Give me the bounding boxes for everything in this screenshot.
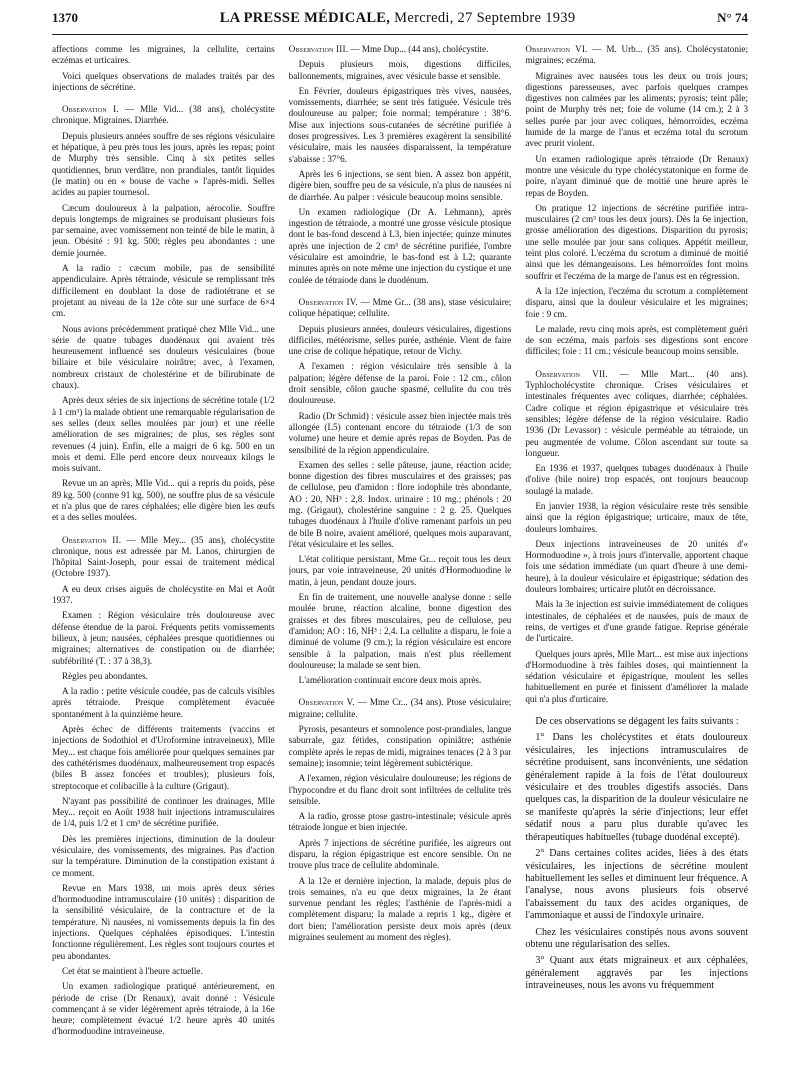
paragraph — [52, 966, 275, 977]
paragraph — [52, 324, 275, 392]
paragraph — [52, 610, 275, 666]
paragraph — [525, 203, 748, 282]
paragraph — [525, 154, 748, 199]
paragraph — [52, 671, 275, 682]
page-number: 1370 — [52, 10, 78, 25]
paragraph-text: Depuis plusieurs années souffre de ses régions vésiculaire et hépatique, à peu près tous les jours, après les repas; point de Murphy très sensible. Cinq à six petites selles quotidiennes, brun verdâtre, non prandiales, tantôt liquides (le matin) ou en « bouse de vache » l'après-midi. Selles acides au papier tournesol. — [52, 130, 275, 198]
text-columns — [52, 44, 748, 1078]
paragraph-text: A la radio, grosse ptose gastro-intestinale; vésicule après tétraiode longue et bien injectée. — [288, 811, 512, 833]
column-2 — [289, 44, 512, 1078]
observation-label: Observation VII. — [535, 368, 608, 379]
paragraph-text: Un examen radiologique après tétraiode (Dr Renaux) montre une vésicule du type cholécystatonique en forme de poire, n'ayant diminué que de moitié une heure après le repas de Boyden. — [525, 153, 749, 198]
paragraph — [52, 71, 275, 94]
paragraph — [525, 848, 748, 922]
paragraph — [525, 599, 748, 644]
paragraph-text: Radio (Dr Schmid) : vésicule assez bien injectée mais très allongée (L5) contenant encore du tétraiode (1/3 de son volume) une heure et demie après repas de Boyden. Pas de sensibilité de la région appendiculaire. — [288, 410, 512, 455]
paragraph-text: 3° Quant aux états migraineux et aux céphalées, généralement aggravés par les injections intraveineuses, nous les avons vu fréquemment — [525, 955, 749, 992]
column-3 — [525, 44, 748, 1078]
paragraph-text: Chez les vésiculaires constipés nous avons souvent obtenu une régularisation des selles. — [525, 926, 749, 950]
paragraph — [52, 478, 275, 523]
observation-heading — [525, 44, 748, 67]
paragraph-text: Mais la 3e injection est suivie immédiatement de coliques intestinales, de céphalées et de nausées, puis de maux de reins, de vertiges et d'une grande fatigue. Reprise générale de l'urticaire. — [525, 599, 749, 644]
paragraph-text: L'état colitique persistant, Mme Gr... reçoit tous les deux jours, par voie intraveineuse, 20 unités d'Hormoduodine le matin, à jeun, pendant douze jours. — [288, 554, 512, 587]
issue-number: N° 74 — [717, 10, 748, 25]
paragraph — [525, 716, 748, 728]
paragraph — [525, 463, 748, 497]
paragraph-text: Dès les premières injections, diminution de la douleur vésiculaire, des vomissements, des migraines. Pas d'action sur la température. Diminution de la constipation existant à ce moment. — [52, 833, 275, 878]
paragraph-text: Après 7 injections de sécrétine purifiée, les aigreurs ont disparu, la région épigastrique est encore sensible. On ne trouve plus trace de cellulite abdominale. — [288, 837, 512, 871]
paragraph-text: Un examen radiologique (Dr A. Lehmann), après ingestion de tétraiode, a montré une grosse vésicule ptosique dont le bas-fond descend à L3, bien injectée; quinze minutes après une injection de 2 cm³ de sécrétine purifiée, l'ombre vésiculaire est amoindrie, le bas-fond est à L2; quarante minutes après on note même une injection du cystique et une coulée de tétraiode dans le duodénum. — [288, 206, 512, 285]
paragraph — [52, 724, 275, 792]
paragraph — [525, 955, 748, 992]
paragraph-text: Pyrosis, pesanteurs et somnolence post-prandiales, langue saburrale, gaz fétides, constipation opiniâtre; asthénie complète après le repas de midi, migraines tenaces (2 à 3 par semaine); insomnie; teint légèrement subictérique. — [288, 724, 512, 768]
paragraph — [52, 981, 275, 1037]
paragraph — [525, 649, 748, 705]
paragraph-text: Après deux séries de six injections de sécrétine totale (1/2 à 1 cm³) la malade obtient une remarquable régularisation de ses selles (deux selles moulées par jour) et une réelle amélioration de ses migraines; de plus, ses règles sont revenues (4 juin). Enfin, elle a maigri de 6 kg. 500 en un mois et demi. Elle perd encore deux nouveaux kilogs le mois suivant. — [52, 395, 275, 474]
paragraph-text: Revue un an après, Mlle Vid... qui a repris du poids, pèse 89 kg. 500 (contre 91 kg. 500), ne souffre plus de sa vésicule et n'a plus que de rares céphalées; elle digère bien les œufs et a des selles moulées. — [52, 478, 275, 523]
paragraph-text: — M. Urb... (35 ans). Cholécystatonie; migraines; eczéma. — [525, 44, 749, 66]
paragraph — [52, 131, 275, 199]
paragraph-text: De ces observations se dégagent les faits suivants : — [535, 716, 739, 728]
paragraph-text: Nous avions précédemment pratiqué chez Mlle Vid... une série de quatre tubages duodénaux qui avaient très heureusement influencé ses douleurs vésiculaires (boue biliaire et bile vésiculaire noirâtre; avec, à l'examen, nombreux cristaux de cholestérine et de bilirubinate de chaux). — [52, 323, 275, 391]
paragraph — [525, 539, 748, 595]
paragraph — [52, 584, 275, 607]
paragraph-text: — Mme Gr... (38 ans), stase vésiculaire; colique hépatique; cellulite. — [288, 296, 512, 319]
paragraph — [525, 71, 748, 150]
paragraph-text: — Mlle Vid... (38 ans), cholécystite chronique. Migraines. Diarrhée. — [52, 104, 275, 126]
paragraph-text: En janvier 1938, la région vésiculaire reste très sensible ainsi que la région épigastrique; urticaire, maux de tête, douleurs lombaires. — [525, 500, 749, 534]
paragraph-text: — Mlle Mart... (40 ans). Typhlocholécystite chronique. Crises vésiculaires et intestinales fréquentes avec coliques, diarrhée; céphalées. Cadre colique et région épigastrique et vésiculaire très sensibles; légère défense de la région vésiculaire. Radio 1936 (Dr Levassor) : vésicule perméable au tétraiode, un peu augmentée de volume. Côlon ascendant sur toute sa longueur. — [525, 368, 749, 458]
observation-label: Observation V. — [298, 697, 355, 708]
observation-label: Observation II. — [62, 534, 122, 545]
paragraph — [289, 724, 512, 769]
paragraph-text: A la 12e injection, l'eczéma du scrotum a complètement disparu, ainsi que la douleur vésiculaire et les migraines; foie : 9 cm. — [525, 285, 749, 319]
page-header — [52, 10, 748, 35]
paragraph-text: Voici quelques observations de malades traités par des injections de sécrétine. — [52, 70, 275, 92]
paragraph-text: A la radio : cæcum mobile, pas de sensibilité appendiculaire. Après tétraiode, vésicule se remplissant très difficilement en doublant la dose de radiotétrane et se projetant au niveau de la 12e côte sur une surface de 6×4 cm. — [52, 263, 275, 319]
observation-heading — [289, 44, 512, 55]
paragraph — [52, 44, 275, 67]
paragraph-text: On pratique 12 injections de sécrétine purifiée intra-musculaires (2 cm³ tous les deux jours). Dès la 6e injection, grosse amélioration des digestions. Disparition du pyrosis; une selle moulée par jour sans coliques. Appétit meilleur, teint plus coloré. L'eczéma du scrotum a diminué de moitié ainsi que les démangeaisons. Les hémorroïdes font moins souffrir et l'eczéma de la marge de l'anus est en régression. — [525, 202, 749, 281]
paragraph-text: — Mme Cr... (34 ans). Ptose vésiculaire; migraine; cellulite. — [288, 697, 512, 719]
paragraph-text: Deux injections intraveineuses de 20 unités d'« Hormoduodine », à trois jours d'intervalle, apportent chaque fois une sédation immédiate (un quart d'heure à une demi-heure), à la douleur vésiculaire et épigastrique; sédation des douleurs lombaires; urticaire plutôt en décroissance. — [525, 538, 749, 595]
paragraph-text: 2° Dans certaines colites acides, liées à des états vésiculaires, les injections de sécrétine moulent habituellement les selles et diminuent leur fréquence. A l'analyse, nous avons plusieurs fois observé l'abaissement du taux des acides organiques, de l'ammoniaque et aussi de l'indoxyle urinaire. — [525, 848, 749, 922]
paragraph — [525, 927, 748, 952]
journal-title — [220, 10, 576, 27]
paragraph-text: Examen : Région vésiculaire très douloureuse avec défense étendue de la paroi. Fréquents petits vomissements bilieux, à jeun; nausées, céphalées presque quotidiennes ou migraines; alternatives de constipation ou de diarrhée; subfébrilité (T. : 37 à 38,3). — [52, 610, 275, 666]
paragraph — [289, 554, 512, 588]
paragraph-text: Migraines avec nausées tous les deux ou trois jours; digestions paresseuses, avec parfois quelques crampes digestives non calmées par les aliments; pyrosis; teint pâle; point de Murphy très net; foie de volume (14 cm.); 2 à 3 selles purée par jour avec coliques, hémorroïdes, eczéma humide de la marge de l'anus et eczéma total du scrotum avec prurit violent. — [525, 70, 749, 149]
paragraph — [289, 592, 512, 671]
paragraph — [289, 169, 512, 203]
paragraph-text: Depuis plusieurs mois, digestions difficiles, ballonnements, migraines, avec vésicule basse et sensible. — [288, 59, 512, 81]
observation-heading — [289, 697, 512, 720]
paragraph-text: A l'examen : région vésiculaire très sensible à la palpation; légère défense de la paroi. Foie : 12 cm., côlon droit sensible, côlon gauche spasmé, cellulite du cou très douloureuse. — [288, 361, 512, 406]
paragraph-text: Cet état se maintient à l'heure actuelle. — [62, 965, 203, 976]
paragraph-text: A eu deux crises aiguës de cholécystite en Mai et Août 1937. — [52, 583, 275, 606]
paragraph-text: Revue en Mars 1938, un mois après deux séries d'hormoduodine intramusculaire (10 unités) : disparition de la sensibilité vésiculaire, de la contracture et de la température. Ni nausées, ni vomissements depuis la fin des injections. Quelques céphalées épisodiques. L'intestin fonctionne régulièrement. Les règles sont toujours courtes et peu abondantes. — [52, 882, 275, 961]
paragraph-text: 1° Dans les cholécystites et états douloureux vésiculaires, les injections intramusculaires de sécrétine produisent, sans inconvénients, une sédation généralement rapide à la fois de l'état douloureux vésiculaire et des troubles digestifs associés. Dans quelques cas, la disparition de la douleur vésiculaire ne se manifeste qu'après la série d'injections; leur effet sédatif nous a paru plus durable qu'avec les thérapeutiques habituelles (tubage duodénal excepté). — [525, 732, 749, 843]
paragraph — [289, 811, 512, 834]
paragraph-text: En Février, douleurs épigastriques très vives, nausées, vomissements, diarrhée; se sent très fatiguée. Vésicule très douloureuse au palper; foie normal; température : 38°6. Mise aux injections sous-cutanées de sécrétine purifiée à doses progressives. Les 3 premières exagèrent la sensibilité vésiculaire, mais les nausées disparaissent, la température s'abaisse : 37°6. — [288, 85, 512, 164]
paragraph-text: Quelques jours après, Mlle Mart... est mise aux injections d'Hormoduodine à très faibles doses, qui maintiennent la sédation vésiculaire et épigastrique, moulent les selles habituellement en purée et finissent d'améliorer la malade qui n'a plus d'urticaire. — [525, 648, 749, 704]
observation-heading — [525, 369, 748, 459]
paragraph — [289, 675, 512, 686]
observation-heading — [289, 297, 512, 320]
paragraph-text: A la radio : petite vésicule coudée, pas de calculs visibles après tétraiode. Presque complètement évacuée spontanément à la quinzième heure. — [52, 686, 275, 719]
paragraph-text: affections comme les migraines, la cellulite, certains eczémas et urticaires. — [52, 44, 275, 66]
observation-label: Observation IV. — [298, 296, 358, 307]
paragraph — [525, 501, 748, 535]
paragraph — [52, 834, 275, 879]
paragraph-text: — Mme Dup... (44 ans), cholécystite. — [348, 44, 489, 54]
paragraph-text: A la 12e et dernière injection, la malade, depuis plus de trois semaines, n'a eu que deux migraines, la 2e étant survenue pendant les règles; l'asthénie de l'après-midi a complètement disparu; la malade a repris 1 kg., digère et dort bien; l'amélioration persiste deux mois après (deux migraines seulement au moment des règles). — [288, 875, 512, 943]
observation-heading — [52, 104, 275, 127]
paragraph-text: Un examen radiologique pratiqué antérieurement, en période de crise (Dr Renaux), avait donné : Vésicule commençant à se vider légèrement après tétraiode, à la 16e heure; complètement évacué 1/2 heure après 40 unités d'hormoduodine intraveineuse. — [52, 981, 275, 1037]
observation-label: Observation III. — [288, 44, 349, 54]
paragraph — [289, 773, 512, 807]
paragraph — [289, 361, 512, 406]
paragraph — [289, 876, 512, 944]
paragraph-text: Après les 6 injections, se sent bien. A assez bon appétit, digère bien, souffre peu de sa vésicule, n'a plus de nausées ni de diarrhée. Au palper : vésicule beaucoup moins sensible. — [288, 168, 512, 202]
observation-label: Observation I. — [62, 104, 119, 115]
paragraph-text: Depuis plusieurs années, douleurs vésiculaires, digestions difficiles, météorisme, selles purée, asthénie. Vient de faire une crise de colique hépatique, retour de Vichy. — [288, 323, 512, 357]
observation-label: Observation VI. — [525, 44, 588, 54]
observation-heading — [52, 535, 275, 580]
paragraph-text: N'ayant pas possibilité de continuer les drainages, Mlle Mey... reçoit en Août 1938 huit injections intramusculaires de 1/4, puis 1/2 et 1 cm³ de sécrétine purifiée. — [52, 795, 275, 829]
paragraph-text: Examen des selles : selle pâteuse, jaune, réaction acide; bonne digestion des fibres musculaires et des graisses; pas de cellulose, peu d'amidon : flore iodophile très abondante, AO : 20, NH³ : 2,8. Indox. urinaire : 10 mg.; phénols : 20 mg. (Grigaut), cholestérine sanguine : 2 g. 25. Quelques tubages duodénaux à l'huile d'olive ramenant parfois un peu de bile B noire, avaient amélioré, quelques mois auparavant, l'état vésiculaire et les selles. — [288, 459, 512, 549]
paragraph — [289, 59, 512, 82]
paragraph — [289, 460, 512, 550]
paragraph — [289, 411, 512, 456]
paragraph-text: Règles peu abondantes. — [62, 670, 148, 681]
column-1 — [52, 44, 275, 1078]
paragraph — [525, 732, 748, 844]
paragraph-text: Après échec de différents traitements (vaccins et injections de Sodothiol et d'Uroformine intraveineux), Mlle Mey... est chaque fois améliorée pour quelques semaines par des cathétérismes duodénaux, malheureusement trop espacés (biles B assez foncées et troubles); plusieurs fois, streptocoque et colibacille à la culture (Grigaut). — [52, 724, 275, 791]
paragraph-text: Cæcum douloureux à la palpation, aérocolie. Souffre depuis longtemps de migraines se produisant plusieurs fois par semaine, avec vomissement non teinté de bile le matin, à jeun. Obésité : 91 kg. 500; règles peu abondantes : une demie journée. — [52, 202, 275, 258]
paragraph — [52, 203, 275, 259]
paragraph — [52, 395, 275, 474]
paragraph-text: A l'examen, région vésiculaire douloureuse; les régions de l'hypocondre et du flanc droit sont infiltrées de cellulite très sensible. — [288, 773, 512, 806]
paragraph-text: L'amélioration continuait encore deux mois après. — [298, 675, 482, 686]
paragraph — [52, 686, 275, 720]
paragraph — [52, 796, 275, 830]
paragraph — [525, 286, 748, 320]
paragraph — [289, 324, 512, 358]
issue-date: Mercredi, 27 Septembre 1939 — [394, 10, 576, 26]
paragraph-text: En 1936 et 1937, quelques tubages duodénaux à l'huile d'olive (bile noire) trop espacés, ont toujours beaucoup soulagé la malade. — [525, 463, 749, 496]
paragraph — [52, 883, 275, 962]
paragraph-text: Le malade, revu cinq mois après, est complètement guéri de son eczéma, mais parfois ses digestions sont encore difficiles; foie : 11 cm.; vésicule beaucoup moins sensible. — [525, 323, 749, 357]
paragraph — [52, 263, 275, 319]
paragraph — [289, 838, 512, 872]
paragraph — [525, 324, 748, 358]
paragraph — [289, 207, 512, 286]
journal-name: LA PRESSE MÉDICALE, — [219, 10, 391, 26]
paragraph-text: — Mlle Mey... (35 ans), cholécystite chronique, nous est adressée par M. Lanos, chirurgien de l'hôpital Saint-Joseph, pour essai de traitement médical (Octobre 1937). — [52, 534, 275, 579]
paragraph — [289, 86, 512, 165]
paragraph-text: En fin de traitement, une nouvelle analyse donne : selle moulée brune, réaction alcaline, bonne digestion des graisses et des fibres musculaires, peu de cellulose, peu d'amidon; AO : 16, NH³ : 2,4. La cellulite a disparu, le foie a diminué de volume (9 cm.); la région vésiculaire est encore sensible à la palpation, mais n'est plus réellement douloureuse; la malade se sent bien. — [288, 592, 512, 670]
